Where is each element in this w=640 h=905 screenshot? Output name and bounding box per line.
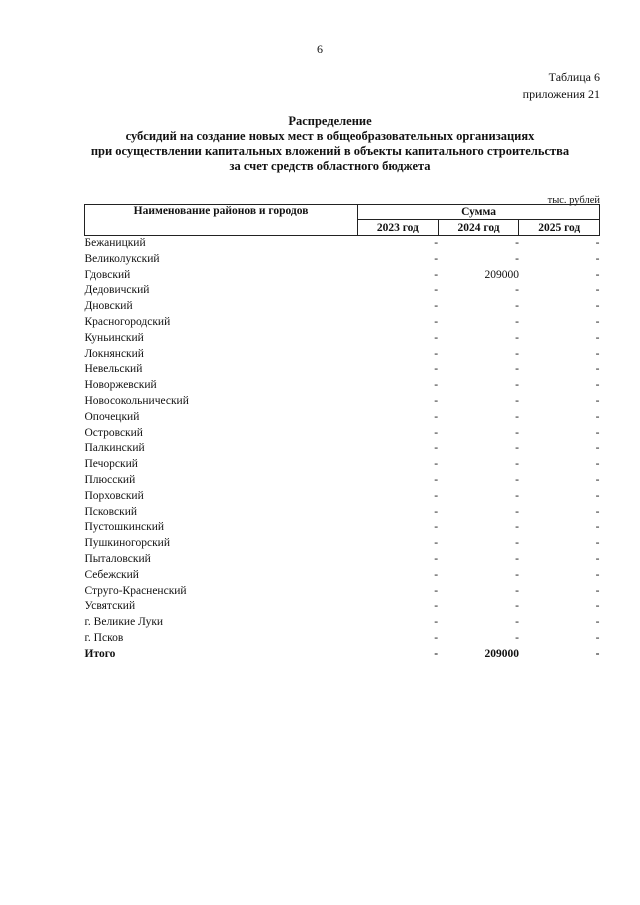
value-2023: - [434,363,439,376]
value-2024: - [515,473,519,486]
value-2025: - [595,505,600,518]
table-row [85,615,600,631]
district-name: Невельский [84,363,143,376]
district-name: Великолукский [84,252,160,265]
value-2025: - [595,616,600,629]
district-name: г. Псков [84,631,124,644]
value-2025: - [595,300,600,313]
district-name: Пустошкинский [84,521,165,534]
value-2025: - [595,537,600,550]
value-2024: - [515,347,519,360]
table-body [85,236,600,663]
table-row [85,410,600,426]
table-row [85,299,600,315]
value-2025: - [595,473,600,486]
district-name: Пушкиногорский [84,537,170,550]
value-2024: - [515,521,519,534]
value-2024: - [515,537,519,550]
value-2024: - [515,300,519,313]
table-reference [523,69,600,103]
district-name: Плюсский [84,473,136,486]
value-2023: - [434,379,439,392]
value-2025: - [595,252,600,265]
page-number: 6 [317,42,323,56]
value-2024: - [515,616,519,629]
value-2024: - [515,489,519,502]
value-2023: - [434,489,439,502]
value-2023: - [434,347,439,360]
value-2025: - [595,552,600,565]
value-2025: - [595,268,600,281]
value-2023: - [434,616,439,629]
value-2023: - [434,252,439,265]
header-year-2025: 2025 год [519,220,600,236]
district-name: Красногородский [84,315,171,328]
value-2025: - [595,237,600,249]
value-2023: - [434,237,439,249]
value-2024: - [515,331,519,344]
table-row [85,584,600,600]
table-row [85,347,600,363]
table-row [85,441,600,457]
value-2025: - [595,347,600,360]
table-row [85,394,600,410]
value-2025: - [595,331,600,344]
value-2023: - [434,505,439,518]
district-name: Итого [84,647,116,660]
value-2025: - [595,284,600,297]
subsidy-table [84,204,600,663]
district-name: Гдовский [84,268,131,281]
table-row [85,331,600,347]
table-row [85,283,600,299]
district-name: Куньинский [84,331,144,344]
value-2025: - [595,489,600,502]
table-row [85,457,600,473]
table-row [85,520,600,536]
table-row [85,631,600,647]
value-2023: - [434,268,439,281]
value-2024: - [515,237,519,249]
district-name: Пыталовский [84,552,151,565]
value-2025: - [595,410,600,423]
table-row [85,378,600,394]
document-title [60,114,600,174]
title-line4: за счет средств областного бюджета [229,159,431,173]
value-2025: - [595,379,600,392]
district-name: Новосокольнический [84,394,189,407]
value-2023: - [434,394,439,407]
value-2023: - [434,284,439,297]
district-name: Дновский [84,300,133,313]
district-name: Островский [84,426,143,439]
value-2023: - [434,647,439,660]
value-2023: - [434,300,439,313]
value-2023: - [434,584,439,597]
district-name: Палкинский [84,442,145,455]
total-row [85,647,600,663]
title-line2: субсидий на создание новых мест в общеобразовательных организациях [125,129,535,143]
value-2024: - [515,552,519,565]
value-2024: - [515,631,519,644]
header-name: Наименование районов и городов [85,205,358,236]
district-name: Новоржевский [84,379,157,392]
district-name: Бежаницкий [84,237,146,249]
value-2025: - [595,458,600,471]
title-line1: Распределение [288,114,372,128]
value-2024: - [515,426,519,439]
district-name: Порховский [84,489,144,502]
value-2024: - [515,252,519,265]
value-2025: - [595,394,600,407]
value-2024: - [515,379,519,392]
value-2025: - [595,568,600,581]
value-2023: - [434,331,439,344]
district-name: г. Великие Луки [84,616,164,629]
district-name: Опочецкий [84,410,140,423]
value-2024: - [515,584,519,597]
header-sum: Сумма [358,205,600,220]
value-2023: - [434,442,439,455]
value-2025: - [595,584,600,597]
value-2024: - [515,568,519,581]
value-2023: - [434,521,439,534]
district-name: Дедовичский [84,284,150,297]
table-row [85,552,600,568]
value-2024: - [515,363,519,376]
table-row [85,252,600,268]
table-ref-line1: Таблица 6 [548,70,600,84]
value-2023: - [434,568,439,581]
table-row [85,505,600,521]
value-2025: - [595,647,600,660]
value-2024: 209000 [484,647,519,660]
table-row [85,473,600,489]
value-2025: - [595,442,600,455]
value-2025: - [595,426,600,439]
value-2023: - [434,537,439,550]
value-2024: - [515,315,519,328]
value-2023: - [434,426,439,439]
table-row [85,362,600,378]
value-2024: - [515,600,519,613]
table-row [85,236,600,252]
table-row [85,489,600,505]
value-2025: - [595,363,600,376]
table-row [85,268,600,284]
table-row [85,536,600,552]
value-2025: - [595,631,600,644]
value-2024: - [515,410,519,423]
district-name: Псковский [84,505,138,518]
value-2025: - [595,600,600,613]
table-row [85,568,600,584]
header-year-2023: 2023 год [358,220,439,236]
value-2023: - [434,552,439,565]
value-2024: - [515,394,519,407]
title-line3: при осуществлении капитальных вложений в объекты капитального строительства [90,144,570,158]
value-2023: - [434,600,439,613]
district-name: Себежский [84,568,139,581]
value-2023: - [434,410,439,423]
value-2024: - [515,442,519,455]
district-name: Струго-Красненский [84,584,187,597]
value-2024: - [515,505,519,518]
value-2025: - [595,315,600,328]
value-2023: - [434,315,439,328]
table-ref-line2: приложения 21 [522,87,600,101]
value-2024: - [515,458,519,471]
value-2025: - [595,521,600,534]
value-2023: - [434,458,439,471]
value-2023: - [434,631,439,644]
district-name: Печорский [84,458,138,471]
units-label: тыс. рублей [547,195,600,206]
district-name: Локнянский [84,347,144,360]
value-2024: - [515,284,519,297]
district-name: Усвятский [84,600,136,613]
header-year-2024: 2024 год [438,220,519,236]
value-2023: - [434,473,439,486]
value-2024: 209000 [484,268,519,281]
table-row [85,426,600,442]
table-row [85,315,600,331]
table-row [85,599,600,615]
